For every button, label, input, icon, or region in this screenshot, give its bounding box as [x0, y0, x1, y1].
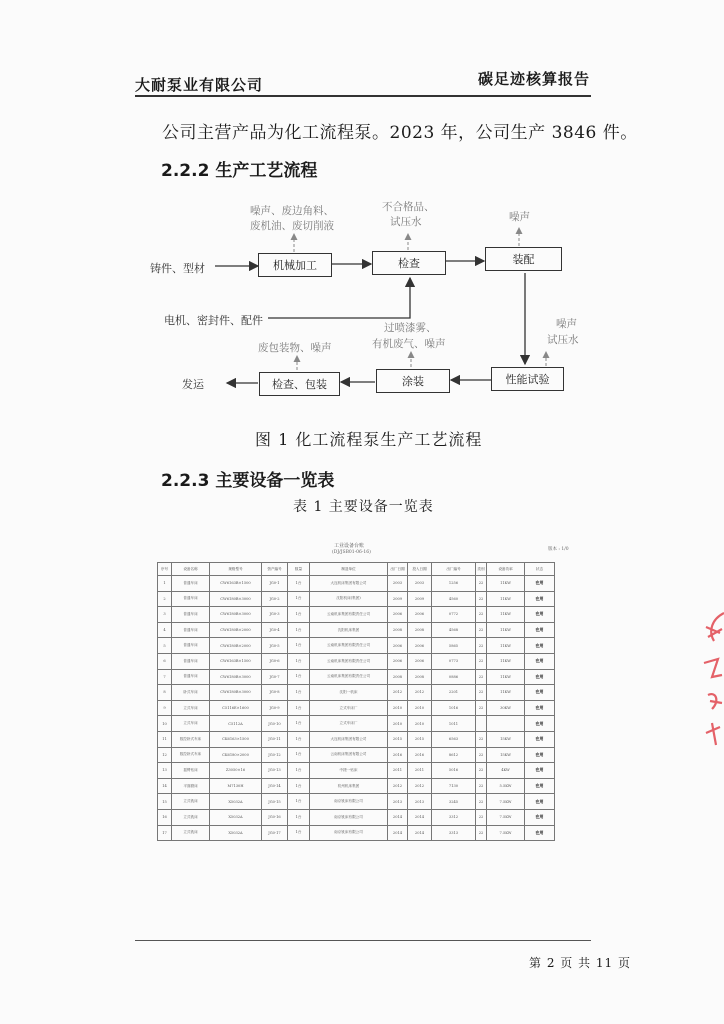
table-row: [158, 747, 555, 763]
table-cell: 1台: [288, 576, 310, 592]
table-cell: 1台: [288, 747, 310, 763]
table-cell: 南京铣床有限公司: [310, 809, 388, 825]
table-row: [158, 653, 555, 669]
table-header-cell: 出厂日期: [388, 563, 408, 576]
table-cell: CW6180B×3000: [210, 685, 262, 701]
table-cell: 南京铣床有限公司: [310, 794, 388, 810]
table-cell: 7.5KW: [487, 794, 525, 810]
table-cell: 4: [158, 622, 172, 638]
table-cell: 沈阳机床(集团): [310, 591, 388, 607]
table-cell: 22: [476, 576, 487, 592]
emission-inspect-2: 试压水: [390, 216, 422, 228]
table-cell: 2013: [388, 794, 408, 810]
equipment-table: [157, 562, 555, 841]
table-cell: 2011: [388, 763, 408, 779]
table-cell: 7.5KW: [487, 809, 525, 825]
table-cell: 2010: [408, 700, 432, 716]
table-cell: 1台: [288, 825, 310, 841]
table-cell: 2012: [388, 778, 408, 794]
table-cell: 2006: [408, 653, 432, 669]
table-cell: 摇臂钻床: [172, 763, 210, 779]
table-cell: 云南机床集团有限责任公司: [310, 669, 388, 685]
table-cell: 2010: [408, 716, 432, 732]
table-cell: JG0-4: [262, 622, 288, 638]
table-cell: 6563: [432, 731, 476, 747]
table-cell: CW6163B×1500: [210, 653, 262, 669]
table-cell: 11KW: [487, 576, 525, 592]
table-cell: 2016: [408, 747, 432, 763]
table-cell: 1011: [432, 716, 476, 732]
table-cell: X5032A: [210, 794, 262, 810]
table-header-cell: 制造单位: [310, 563, 388, 576]
table-cell: 2010: [388, 716, 408, 732]
seal-stamp-fragment: [698, 605, 724, 755]
process-flow-connectors: [0, 0, 724, 460]
table-cell: 在用: [525, 763, 555, 779]
table-cell: 立式铣床: [172, 794, 210, 810]
table-cell: 1台: [288, 685, 310, 701]
table-cell: 8: [158, 685, 172, 701]
table-cell: JG0-7: [262, 669, 288, 685]
table-header-cell: 数量: [288, 563, 310, 576]
table-cell: 5865: [432, 638, 476, 654]
ledger-version-note: 版本 : 1/0: [548, 547, 569, 552]
table-cell: 0886: [432, 669, 476, 685]
table-cell: 普通车床: [172, 591, 210, 607]
table-cell: JG0-10: [262, 716, 288, 732]
table-cell: 立式铣床: [172, 809, 210, 825]
table-cell: 2: [158, 591, 172, 607]
table-cell: JG0-16: [262, 809, 288, 825]
table-cell: 立式铣床: [172, 825, 210, 841]
table-cell: 2016: [388, 747, 408, 763]
table-cell: 2006: [388, 638, 408, 654]
table-header-cell: 出厂编号: [432, 563, 476, 576]
table-cell: 平面磨床: [172, 778, 210, 794]
table-cell: 3245: [432, 794, 476, 810]
table-row: [158, 794, 555, 810]
table-cell: JG0-15: [262, 794, 288, 810]
table-cell: 2006: [408, 607, 432, 623]
table-cell: 13: [158, 763, 172, 779]
table-cell: JG0-6: [262, 653, 288, 669]
table-cell: JG0-5: [262, 638, 288, 654]
emission-painting-2: 有机废气、噪声: [372, 338, 446, 350]
table-cell: 3312: [432, 809, 476, 825]
table-cell: 大连机床集团有限公司: [310, 576, 388, 592]
table-cell: 在用: [525, 638, 555, 654]
table-cell: 22: [476, 763, 487, 779]
table-cell: M7130H: [210, 778, 262, 794]
table-cell: 1台: [288, 716, 310, 732]
table-cell: 1台: [288, 794, 310, 810]
table-row: [158, 591, 555, 607]
table-cell: 在用: [525, 653, 555, 669]
table-cell: 5.5KW: [487, 778, 525, 794]
table-cell: 1台: [288, 653, 310, 669]
input-castings: 铸件、型材: [150, 262, 205, 275]
table-cell: 6: [158, 653, 172, 669]
table-cell: 2003: [388, 576, 408, 592]
table-cell: C5112A: [210, 716, 262, 732]
table-cell: 2012: [388, 685, 408, 701]
table-cell: 云南机床集团有限责任公司: [310, 607, 388, 623]
table-cell: CW6180B×2000: [210, 638, 262, 654]
table-cell: 11: [158, 731, 172, 747]
table-cell: 2014: [388, 809, 408, 825]
table-cell: CW6180B×3000: [210, 669, 262, 685]
table-cell: 4560: [432, 591, 476, 607]
table-cell: 普通车床: [172, 669, 210, 685]
table-row: [158, 809, 555, 825]
table-header-cell: 序号: [158, 563, 172, 576]
table-cell: 4KW: [487, 763, 525, 779]
table-row: [158, 622, 555, 638]
table-cell: CW6180B×3000: [210, 591, 262, 607]
table-row: [158, 576, 555, 592]
table-cell: 2013: [408, 794, 432, 810]
footer-rule: [135, 940, 591, 941]
table-cell: 1: [158, 576, 172, 592]
table-cell: 在用: [525, 825, 555, 841]
table-cell: 普通车床: [172, 622, 210, 638]
table-cell: 0772: [432, 607, 476, 623]
table-cell: 在用: [525, 591, 555, 607]
table-cell: 2009: [388, 591, 408, 607]
table-cell: 在用: [525, 576, 555, 592]
table-cell: 普通车床: [172, 607, 210, 623]
table-cell: 2006: [388, 607, 408, 623]
emission-assembly: 噪声: [509, 211, 530, 223]
emission-performance-2: 试压水: [547, 334, 579, 346]
table-cell: 南京铣床有限公司: [310, 825, 388, 841]
ledger-title-1: 工业设备台账: [334, 543, 365, 549]
table-cell: 在用: [525, 809, 555, 825]
table-cell: 22: [476, 622, 487, 638]
table-cell: 数控卧式车床: [172, 747, 210, 763]
table-cell: 1台: [288, 622, 310, 638]
table-cell: 1台: [288, 763, 310, 779]
table-header-cell: 资产编号: [262, 563, 288, 576]
table-cell: 7.5KW: [487, 825, 525, 841]
table-cell: 11KW: [487, 638, 525, 654]
table-cell: 17: [158, 825, 172, 841]
table-cell: 1台: [288, 778, 310, 794]
table-cell: 2008: [388, 622, 408, 638]
table-cell: 11KW: [487, 669, 525, 685]
figure-caption: 图 1 化工流程泵生产工艺流程: [255, 430, 483, 449]
table-cell: CK6180×2000: [210, 747, 262, 763]
emission-inspect-1: 不合格品、: [382, 201, 435, 213]
table-cell: 22: [476, 809, 487, 825]
process-box-inspect: 检查: [372, 251, 446, 275]
table-row: [158, 763, 555, 779]
page-number: 第 2 页 共 11 页: [529, 956, 631, 970]
table-cell: 立式车床: [172, 700, 210, 716]
table-cell: 卧式车床: [172, 685, 210, 701]
emission-machining-1: 噪声、废边角料、: [250, 205, 334, 217]
table-cell: CW6163B×1500: [210, 576, 262, 592]
table-cell: 11KW: [487, 653, 525, 669]
table-cell: 云南机床集团有限公司: [310, 747, 388, 763]
table-cell: 立式车床厂: [310, 700, 388, 716]
table-cell: 2009: [408, 591, 432, 607]
table-cell: 2010: [388, 700, 408, 716]
table-cell: 16: [158, 809, 172, 825]
table-cell: JG0-17: [262, 825, 288, 841]
table-cell: 4568: [432, 622, 476, 638]
table-cell: 12: [158, 747, 172, 763]
table-cell: 8612: [432, 747, 476, 763]
table-row: [158, 638, 555, 654]
table-cell: 3: [158, 607, 172, 623]
table-cell: 普通车床: [172, 638, 210, 654]
table-cell: 9: [158, 700, 172, 716]
table-cell: X5032A: [210, 809, 262, 825]
table-cell: 在用: [525, 731, 555, 747]
table-cell: 2008: [408, 622, 432, 638]
table-cell: 22: [476, 825, 487, 841]
table-cell: 在用: [525, 794, 555, 810]
table-cell: JG0-3: [262, 607, 288, 623]
table-cell: 普通车床: [172, 576, 210, 592]
table-cell: 1台: [288, 669, 310, 685]
table-cell: [487, 716, 525, 732]
table-cell: 11KW: [487, 607, 525, 623]
output-ship: 发运: [182, 378, 204, 391]
table-cell: 2011: [408, 763, 432, 779]
process-box-inspect-pack: 检查、包装: [259, 372, 340, 396]
process-box-performance-test: 性能试验: [491, 367, 564, 391]
table-cell: 云南机床集团有限责任公司: [310, 638, 388, 654]
table-cell: JG0-2: [262, 591, 288, 607]
table-cell: 2014: [408, 825, 432, 841]
table-cell: Z3050×16: [210, 763, 262, 779]
company-name: 大耐泵业有限公司: [135, 76, 264, 94]
table-cell: JG0-1: [262, 576, 288, 592]
table-cell: 15: [158, 794, 172, 810]
table-cell: 2003: [408, 576, 432, 592]
table-cell: 1台: [288, 700, 310, 716]
table-header-cell: 设备功率: [487, 563, 525, 576]
table-cell: 5: [158, 638, 172, 654]
table-cell: 11KW: [487, 685, 525, 701]
table-cell: 7: [158, 669, 172, 685]
table-row: [158, 825, 555, 841]
table-cell: 7130: [432, 778, 476, 794]
process-box-machining: 机械加工: [258, 253, 332, 277]
table-cell: 2015: [388, 731, 408, 747]
emission-machining-2: 废机油、废切削液: [250, 220, 334, 232]
table-row: [158, 669, 555, 685]
table-cell: JG0-13: [262, 763, 288, 779]
table-caption: 表 1 主要设备一览表: [293, 499, 434, 515]
intro-paragraph: 公司主营产品为化工流程泵。2023 年，公司生产 3846 件。: [162, 123, 638, 143]
table-cell: 1256: [432, 576, 476, 592]
table-cell: 3313: [432, 825, 476, 841]
table-cell: 15KW: [487, 747, 525, 763]
table-row: [158, 778, 555, 794]
table-cell: 22: [476, 669, 487, 685]
table-cell: JG0-12: [262, 747, 288, 763]
table-header-cell: 状态: [525, 563, 555, 576]
table-cell: 沈阳机床集团: [310, 622, 388, 638]
table-row: [158, 700, 555, 716]
report-title: 碳足迹核算报告: [478, 70, 591, 88]
table-cell: 2008: [388, 669, 408, 685]
table-row: [158, 731, 555, 747]
table-cell: 0773: [432, 653, 476, 669]
table-cell: 在用: [525, 778, 555, 794]
table-cell: 10: [158, 716, 172, 732]
table-cell: 在用: [525, 700, 555, 716]
table-cell: 1016: [432, 700, 476, 716]
table-cell: 22: [476, 700, 487, 716]
table-cell: 2014: [408, 809, 432, 825]
table-cell: CW6180B×2000: [210, 622, 262, 638]
table-cell: 11KW: [487, 622, 525, 638]
table-cell: 1台: [288, 591, 310, 607]
table-header-cell: 设备名称: [172, 563, 210, 576]
table-header-cell: 规格型号: [210, 563, 262, 576]
table-cell: 5016: [432, 763, 476, 779]
table-cell: 1台: [288, 731, 310, 747]
table-cell: 2006: [388, 653, 408, 669]
table-cell: 22: [476, 747, 487, 763]
table-cell: 数控卧式车床: [172, 731, 210, 747]
table-cell: 中捷一钻床: [310, 763, 388, 779]
table-cell: JG0-9: [262, 700, 288, 716]
table-row: [158, 685, 555, 701]
table-cell: JG0-8: [262, 685, 288, 701]
table-cell: 普通车床: [172, 653, 210, 669]
table-cell: 2012: [408, 685, 432, 701]
table-header-cell: 类别: [476, 563, 487, 576]
table-row: [158, 716, 555, 732]
process-box-painting: 涂装: [376, 369, 450, 393]
table-cell: 22: [476, 638, 487, 654]
table-cell: X5032A: [210, 825, 262, 841]
table-cell: 大连机床集团有限公司: [310, 731, 388, 747]
emission-packing: 废包装物、噪声: [258, 342, 332, 354]
table-cell: 2008: [408, 669, 432, 685]
section-title-equipment: 2.2.3 主要设备一览表: [161, 471, 335, 491]
table-cell: 2014: [388, 825, 408, 841]
table-cell: 22: [476, 731, 487, 747]
table-header-cell: 投入日期: [408, 563, 432, 576]
table-cell: 22: [476, 591, 487, 607]
table-header-row: [158, 563, 555, 576]
table-cell: 在用: [525, 669, 555, 685]
ledger-title-2: (DJ/JSB01-06-16): [332, 550, 371, 555]
table-cell: 在用: [525, 747, 555, 763]
table-cell: 1台: [288, 809, 310, 825]
table-cell: 1台: [288, 638, 310, 654]
table-cell: CW6180B×3000: [210, 607, 262, 623]
table-row: [158, 607, 555, 623]
emission-performance-1: 噪声: [556, 318, 577, 330]
table-cell: 在用: [525, 622, 555, 638]
table-cell: 22: [476, 685, 487, 701]
table-cell: 14: [158, 778, 172, 794]
process-box-assembly: 装配: [485, 247, 562, 271]
section-title-process: 2.2.2 生产工艺流程: [161, 161, 318, 181]
table-cell: 30KW: [487, 700, 525, 716]
table-cell: 22: [476, 794, 487, 810]
table-cell: C5116E×1600: [210, 700, 262, 716]
table-cell: 在用: [525, 685, 555, 701]
table-cell: JG0-11: [262, 731, 288, 747]
table-cell: 在用: [525, 716, 555, 732]
table-cell: [476, 716, 487, 732]
table-cell: 2012: [408, 778, 432, 794]
table-cell: 立式车床厂: [310, 716, 388, 732]
table-cell: CK6163×1500: [210, 731, 262, 747]
table-cell: 1台: [288, 607, 310, 623]
input-motor-parts: 电机、密封件、配件: [164, 314, 263, 327]
table-cell: 2006: [408, 638, 432, 654]
table-cell: 22: [476, 607, 487, 623]
table-cell: 2201: [432, 685, 476, 701]
table-cell: 22: [476, 778, 487, 794]
table-cell: 在用: [525, 607, 555, 623]
table-cell: 2015: [408, 731, 432, 747]
emission-painting-1: 过喷漆雾、: [384, 322, 437, 334]
table-cell: 沈阳一机床: [310, 685, 388, 701]
table-cell: 杭州机床集团: [310, 778, 388, 794]
table-cell: 云南机床集团有限责任公司: [310, 653, 388, 669]
table-cell: 立式车床: [172, 716, 210, 732]
table-cell: 11KW: [487, 591, 525, 607]
table-cell: JG0-14: [262, 778, 288, 794]
table-cell: 15KW: [487, 731, 525, 747]
table-cell: 22: [476, 653, 487, 669]
